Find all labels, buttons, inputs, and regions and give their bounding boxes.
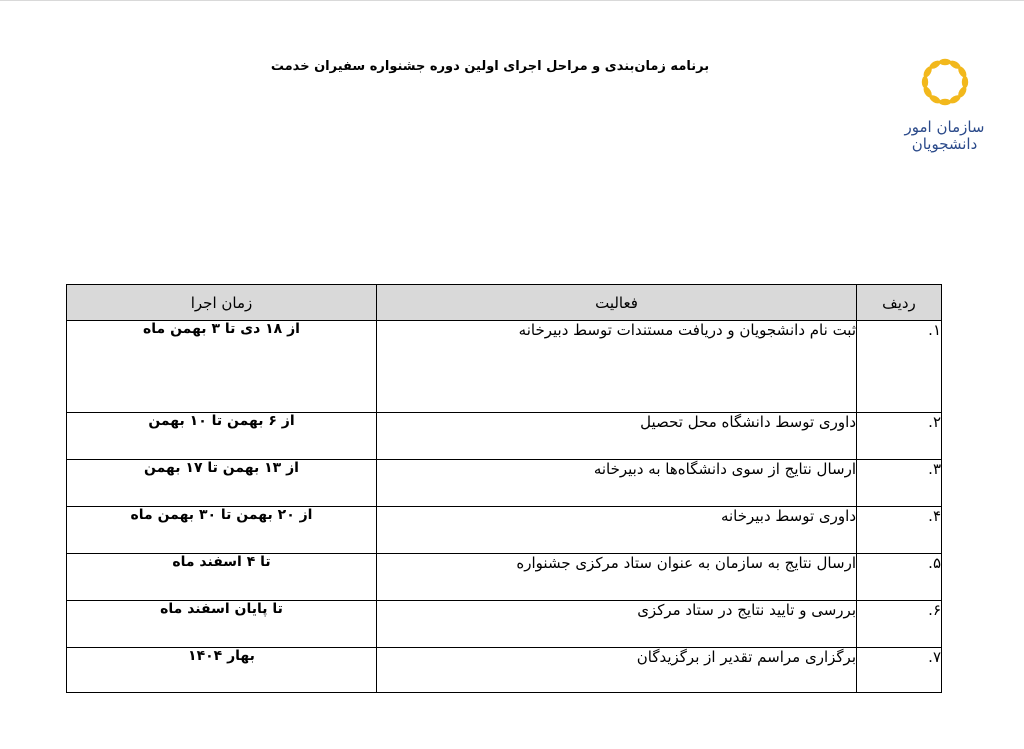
table-row [67, 460, 942, 507]
logo-line-1: سازمان امور [904, 118, 985, 136]
sun-ray-icon [939, 99, 951, 105]
page-title: برنامه زمان‌بندی و مراحل اجرای اولین دوره جشنواره سفیران خدمت [270, 59, 710, 74]
time-cell: تا ۴ اسفند ماه [67, 554, 377, 601]
activity-cell: برگزاری مراسم تقدیر از برگزیدگان [377, 648, 857, 693]
row-number: ۱. [857, 321, 942, 413]
table-row [67, 601, 942, 648]
time-cell: از ۱۸ دی تا ۳ بهمن ماه [67, 321, 377, 413]
header-row-number: ردیف [857, 285, 942, 321]
table-row [67, 648, 942, 693]
sun-ray-icon [962, 76, 968, 88]
activity-cell: ثبت نام دانشجویان و دریافت مستندات توسط دبیرخانه [377, 321, 857, 413]
activity-cell: بررسی و تایید نتایج در ستاد مرکزی [377, 601, 857, 648]
row-number: ۷. [857, 648, 942, 693]
sun-ray-icon [922, 76, 928, 88]
time-cell: بهار ۱۴۰۴ [67, 648, 377, 693]
logo-line-2: دانشجویان [911, 135, 978, 153]
table-row [67, 413, 942, 460]
table-row [67, 507, 942, 554]
table-row [67, 321, 942, 413]
time-cell: تا پایان اسفند ماه [67, 601, 377, 648]
row-number: ۵. [857, 554, 942, 601]
header-activity: فعالیت [377, 285, 857, 321]
activity-cell: داوری توسط دانشگاه محل تحصیل [377, 413, 857, 460]
activity-cell: ارسال نتایج به سازمان به عنوان ستاد مرکزی جشنواره [377, 554, 857, 601]
sun-emblem-icon [914, 51, 976, 113]
time-cell: از ۱۳ بهمن تا ۱۷ بهمن [67, 460, 377, 507]
time-cell: از ۶ بهمن تا ۱۰ بهمن [67, 413, 377, 460]
table-row [67, 554, 942, 601]
activity-cell: داوری توسط دبیرخانه [377, 507, 857, 554]
organization-logo [892, 51, 1002, 156]
activity-cell: ارسال نتایج از سوی دانشگاه‌ها به دبیرخانه [377, 460, 857, 507]
sun-ray-icon [939, 59, 951, 65]
row-number: ۳. [857, 460, 942, 507]
logo-text [892, 119, 997, 153]
schedule-table [66, 284, 942, 693]
header-time: زمان اجرا [67, 285, 377, 321]
table-header-row [67, 285, 942, 321]
row-number: ۴. [857, 507, 942, 554]
row-number: ۶. [857, 601, 942, 648]
time-cell: از ۲۰ بهمن تا ۳۰ بهمن ماه [67, 507, 377, 554]
row-number: ۲. [857, 413, 942, 460]
